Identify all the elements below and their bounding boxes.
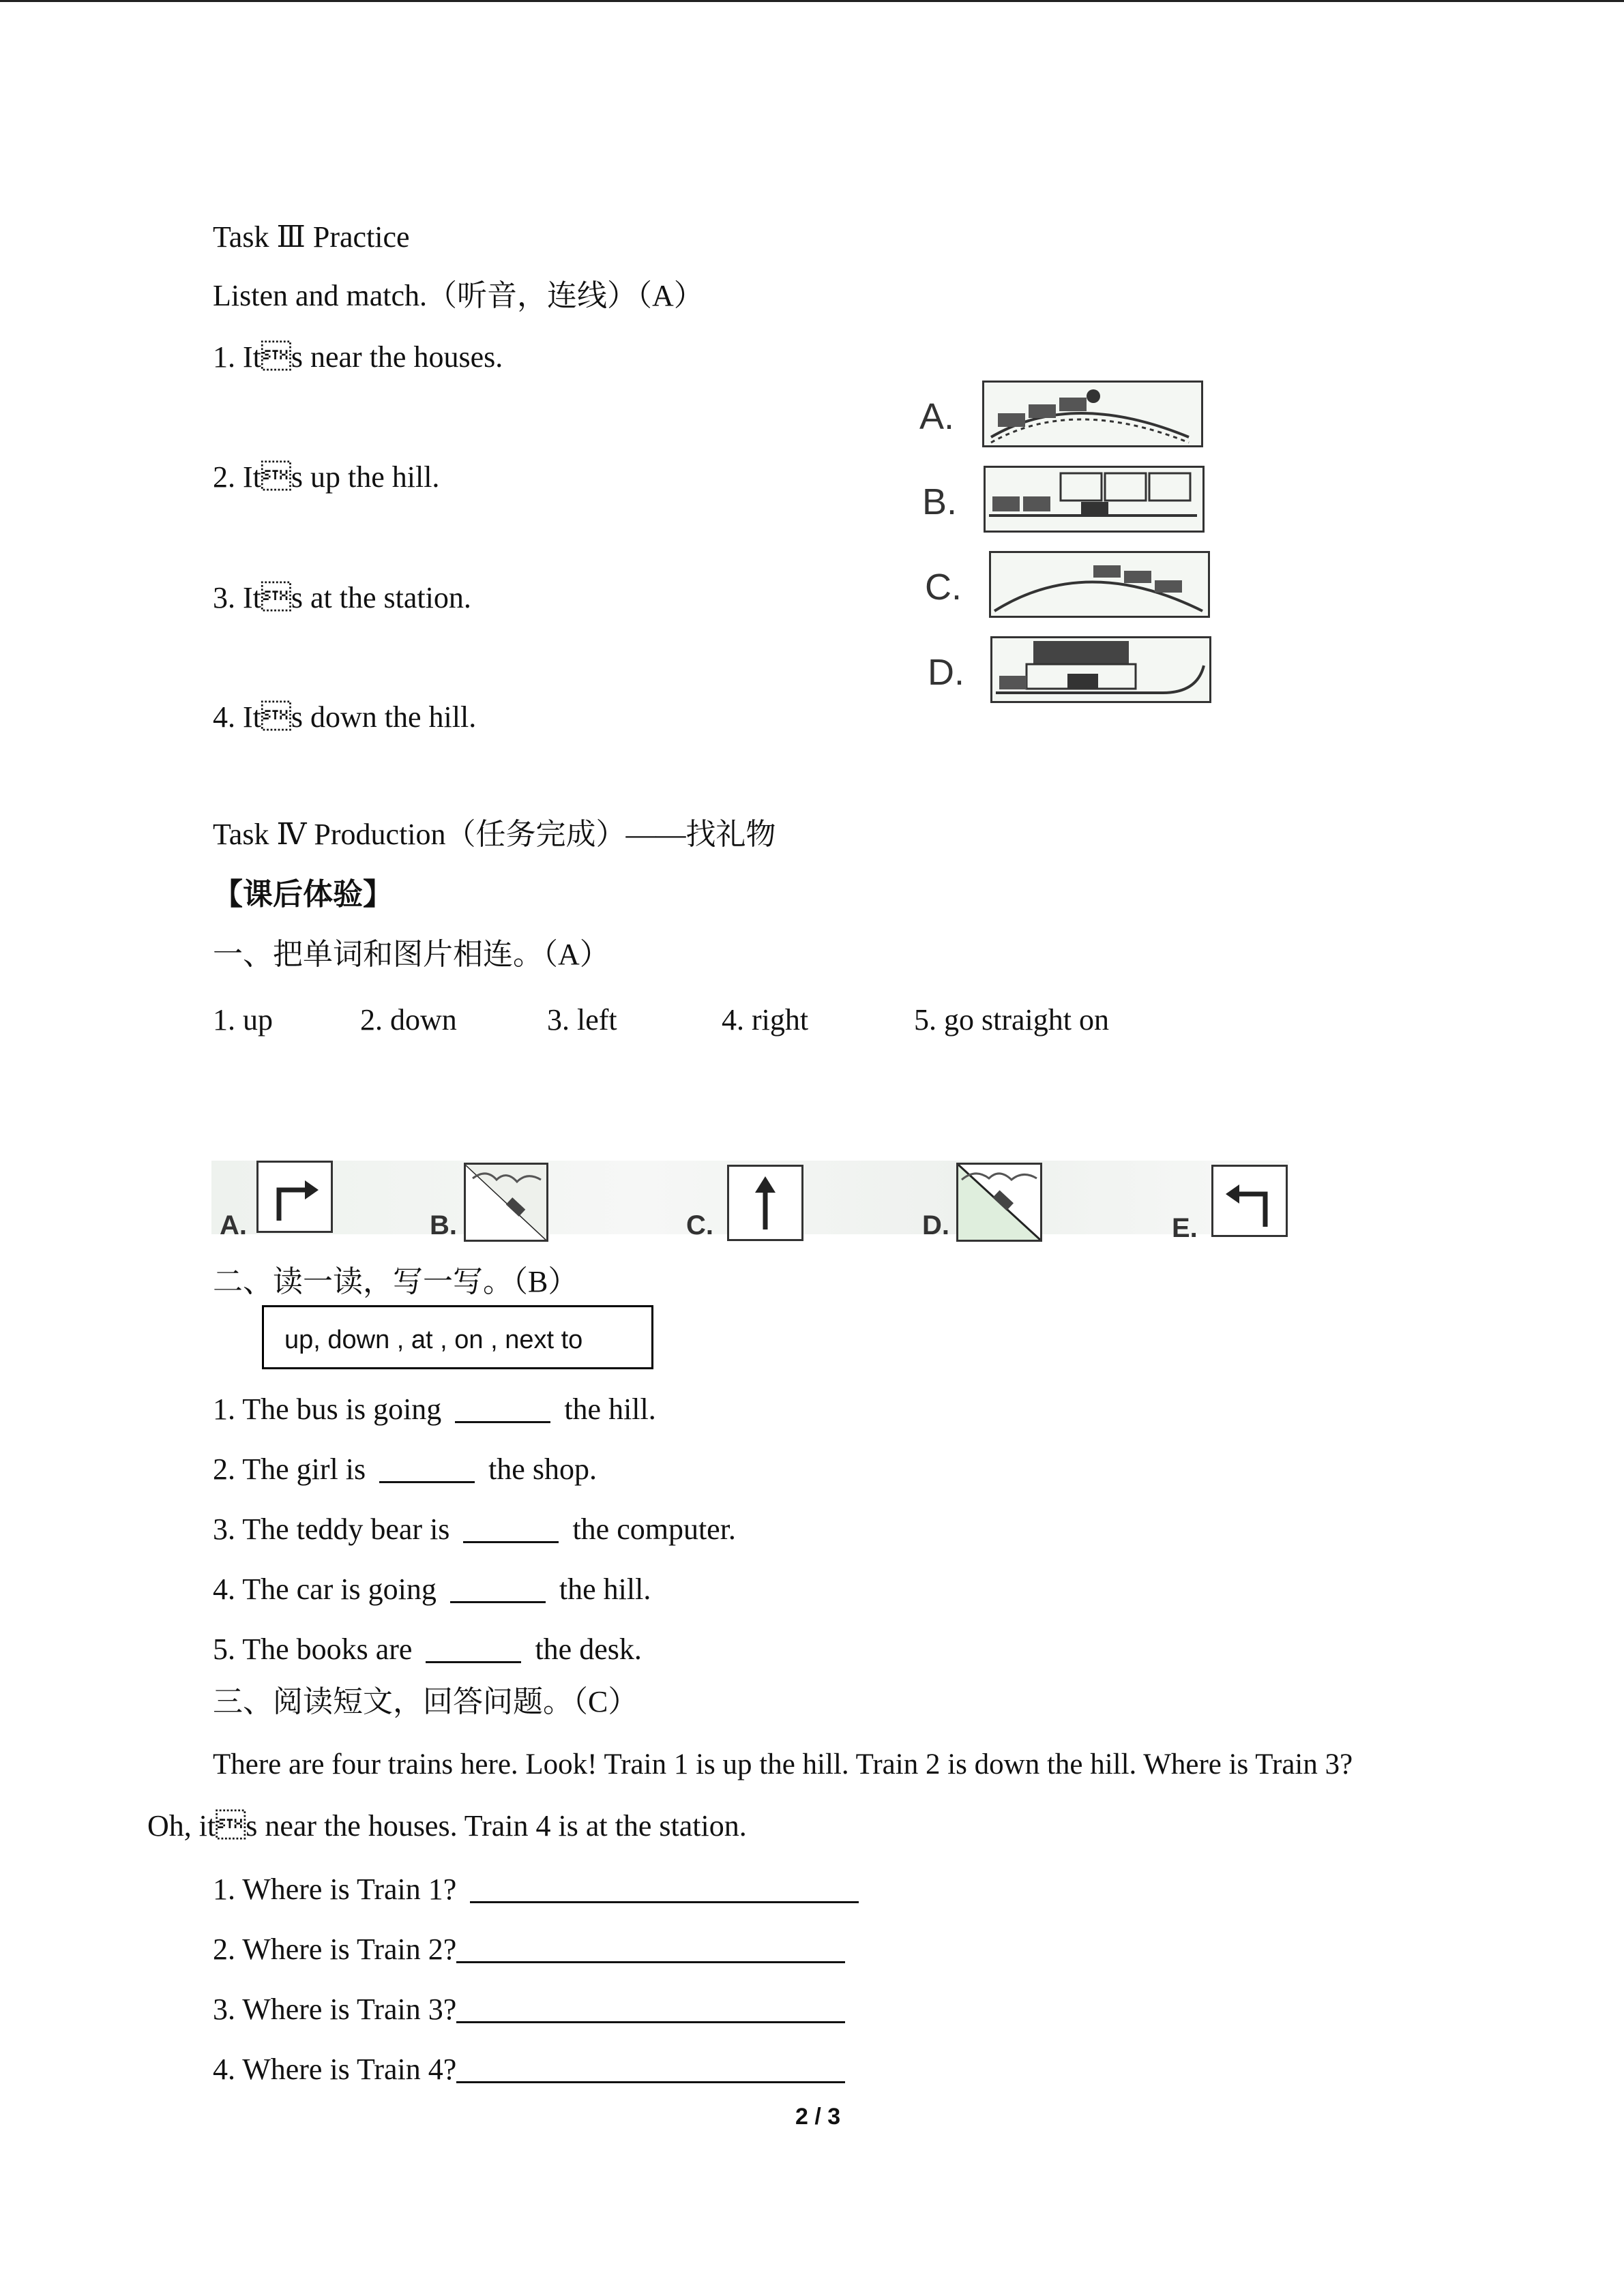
word-down: 2. down <box>360 1003 457 1037</box>
part1-instruction: 一、把单词和图片相连。（A） <box>213 938 610 971</box>
task3-instruction: Listen and match.（听音，连线）（A） <box>213 279 704 312</box>
question-3: 3. Where is Train 3? <box>213 1991 859 2025</box>
task3-sentence-3: 3. Its at the station. <box>213 581 471 614</box>
question-1: 1. Where is Train 1? <box>213 1871 872 1905</box>
direction-label-a: A. <box>220 1210 247 1240</box>
turn-right-icon <box>256 1161 333 1233</box>
direction-label-b: B. <box>430 1210 457 1240</box>
train-up-hill-picture <box>982 381 1203 447</box>
page-number: 2 / 3 <box>795 2104 841 2130</box>
question-4: 4. Where is Train 4? <box>213 2051 859 2085</box>
fill-item-4: 4. The car is going the hill. <box>213 1572 651 1606</box>
question-2: 2. Where is Train 2? <box>213 1931 859 1965</box>
task4-title: Task Ⅳ Production（任务完成）——找礼物 <box>213 818 776 851</box>
go-straight-icon <box>727 1165 803 1241</box>
fill-item-2: 2. The girl is the shop. <box>213 1452 597 1486</box>
answer-blank-2[interactable] <box>456 1931 845 1963</box>
train-near-houses-picture <box>984 466 1205 533</box>
fill-blank-5[interactable] <box>426 1631 521 1663</box>
passage-line-2: Oh, its near the houses. Train 4 is at the station. <box>147 1809 747 1843</box>
direction-label-e: E. <box>1172 1213 1198 1243</box>
word-left: 3. left <box>547 1003 617 1037</box>
answer-blank-4[interactable] <box>456 2051 845 2083</box>
top-border <box>0 0 1624 2</box>
task3-sentence-2: 2. Its up the hill. <box>213 460 440 494</box>
task3-sentence-4: 4. Its down the hill. <box>213 700 477 734</box>
train-picture-label-d: D. <box>928 652 964 693</box>
word-box <box>262 1305 653 1369</box>
fill-item-1: 1. The bus is going the hill. <box>213 1392 656 1426</box>
fill-blank-1[interactable] <box>455 1391 550 1423</box>
part2-instruction: 二、读一读，写一写。（B） <box>213 1265 578 1298</box>
word-box-text: up, down , at , on , next to <box>284 1326 583 1354</box>
after-class-heading: 【课后体验】 <box>213 878 393 911</box>
fill-blank-2[interactable] <box>379 1451 475 1483</box>
train-picture-label-a: A. <box>919 396 955 437</box>
turn-left-icon <box>1211 1165 1288 1237</box>
task3-title: Task Ⅲ Practice <box>213 220 410 254</box>
car-up-hill-icon <box>956 1163 1042 1242</box>
answer-blank-1[interactable] <box>470 1871 859 1903</box>
train-picture-label-b: B. <box>922 481 958 522</box>
fill-blank-4[interactable] <box>450 1571 546 1603</box>
part3-instruction: 三、阅读短文，回答问题。（C） <box>213 1685 638 1718</box>
train-station-picture <box>990 636 1211 703</box>
train-down-hill-picture <box>989 551 1210 618</box>
answer-blank-3[interactable] <box>456 1991 845 2023</box>
fill-item-3: 3. The teddy bear is the computer. <box>213 1512 736 1546</box>
word-go-straight-on: 5. go straight on <box>914 1003 1109 1037</box>
word-up: 1. up <box>213 1003 273 1037</box>
car-down-hill-icon <box>464 1163 548 1242</box>
fill-item-5: 5. The books are the desk. <box>213 1632 642 1666</box>
direction-label-c: C. <box>686 1210 713 1240</box>
train-picture-label-c: C. <box>925 567 962 608</box>
task3-sentence-1: 1. Its near the houses. <box>213 340 503 374</box>
direction-label-d: D. <box>922 1210 949 1240</box>
word-right: 4. right <box>722 1003 809 1037</box>
passage-line-1: There are four trains here. Look! Train 1 is up the hill. Train 2 is down the hill. Where is Train 3? <box>213 1748 1353 1780</box>
fill-blank-3[interactable] <box>463 1511 559 1543</box>
